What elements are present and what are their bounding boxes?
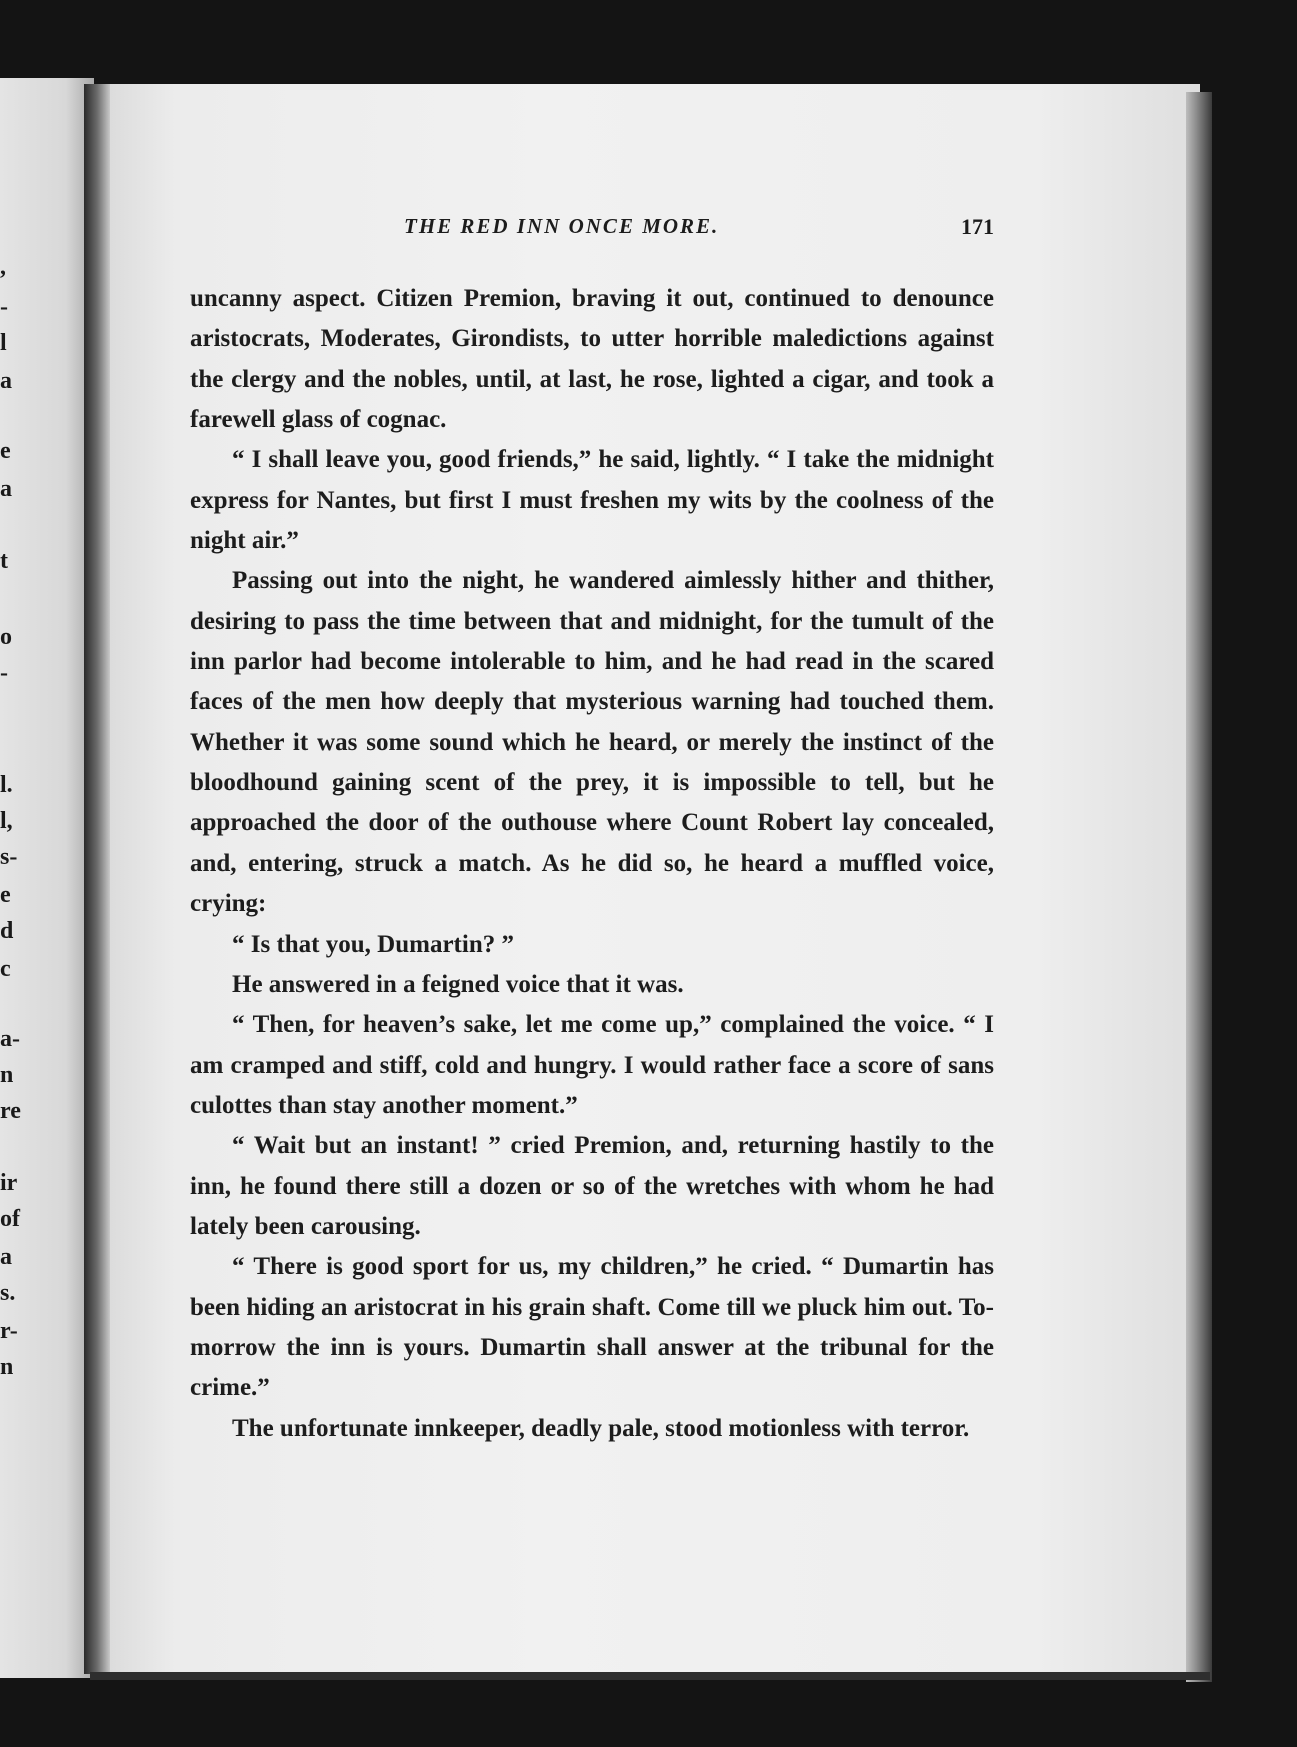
body-text bbox=[190, 279, 994, 1449]
fragment: re bbox=[0, 1098, 21, 1124]
paragraph: “ I shall leave you, good friends,” he said, lightly. “ I take the midnight express for Nantes, but first I must freshen my wits by the coolness of the night air.” bbox=[190, 446, 994, 555]
fragment: o bbox=[0, 624, 12, 650]
fragment: n bbox=[0, 1354, 14, 1380]
paragraph: He answered in a feigned voice that it was. bbox=[232, 970, 684, 998]
fragment: , bbox=[0, 254, 6, 280]
fragment: a- bbox=[0, 1026, 20, 1052]
fragment: c bbox=[0, 956, 11, 982]
fragment: - bbox=[0, 294, 8, 320]
fragment: a bbox=[0, 476, 12, 502]
fragment: ir bbox=[0, 1170, 18, 1196]
paragraph: “ Wait but an instant! ” cried Premion, and, returning hastily to the inn, he found there still a dozen or so of the wretches with whom he had lately been carousing. bbox=[190, 1132, 994, 1240]
page-edge-right bbox=[1186, 92, 1212, 1682]
fragment: a bbox=[0, 1244, 12, 1270]
fragment: l. bbox=[0, 772, 13, 798]
fragment: t bbox=[0, 548, 8, 574]
paragraph: uncanny aspect. Citizen Premion, braving it out, continued to denounce aristocrats, Moderates, Girondists, to utter horrible maledictions against the clergy and the nobles, until, at last, he rose, lighted a cigar, and took a farewell glass of cognac. bbox=[190, 285, 994, 434]
fragment: n bbox=[0, 1062, 14, 1088]
paragraph: The unfortunate innkeeper, deadly pale, stood motionless with terror. bbox=[232, 1414, 970, 1442]
fragment: d bbox=[0, 918, 14, 944]
paragraph: “ There is good sport for us, my children,” he cried. “ Dumartin has been hiding an aristocrat in his grain shaft. Come till we pluck him out. To-morrow the inn is yours. Dumartin shall answer at the tribunal for the crime.” bbox=[190, 1253, 994, 1402]
fragment: e bbox=[0, 438, 11, 464]
fragment: - bbox=[0, 660, 8, 686]
fragment: a bbox=[0, 368, 12, 394]
running-title: THE RED INN ONCE MORE. bbox=[404, 214, 720, 238]
paragraph: “ Is that you, Dumartin? ” bbox=[232, 930, 514, 958]
left-page-edge bbox=[0, 78, 94, 1678]
fragment: e bbox=[0, 882, 11, 908]
fragment: of bbox=[0, 1206, 20, 1232]
page-header bbox=[190, 214, 994, 254]
fragment: s. bbox=[0, 1280, 16, 1306]
paragraph: Passing out into the night, he wandered aimlessly hither and thither, desiring to pass the time between that and midnight, for the tumult of the inn parlor had become intolerable to him, and he had read in the scared faces of the men how deeply that mysterious warning had touched them. Whether it was some sound which he heard, or merely the instinct of the bloodhound gaining scent of the prey, it is impossible to tell, but he approached the door of the outhouse where Count Robert lay concealed, and, entering, struck a match. As he did so, he heard a muffled voice, crying: bbox=[190, 567, 994, 918]
fragment: l bbox=[0, 330, 7, 356]
fragment: r- bbox=[0, 1318, 18, 1344]
fragment: s- bbox=[0, 844, 18, 870]
book-gutter bbox=[84, 84, 110, 1674]
paragraph: “ Then, for heaven’s sake, let me come up,” complained the voice. “ I am cramped and stiff, cold and hungry. I would rather face a score of sans culottes than stay another moment.” bbox=[190, 1011, 994, 1119]
page-edge-bottom bbox=[90, 1672, 1210, 1680]
page-number: 171 bbox=[961, 214, 994, 239]
fragment: l, bbox=[0, 808, 13, 834]
